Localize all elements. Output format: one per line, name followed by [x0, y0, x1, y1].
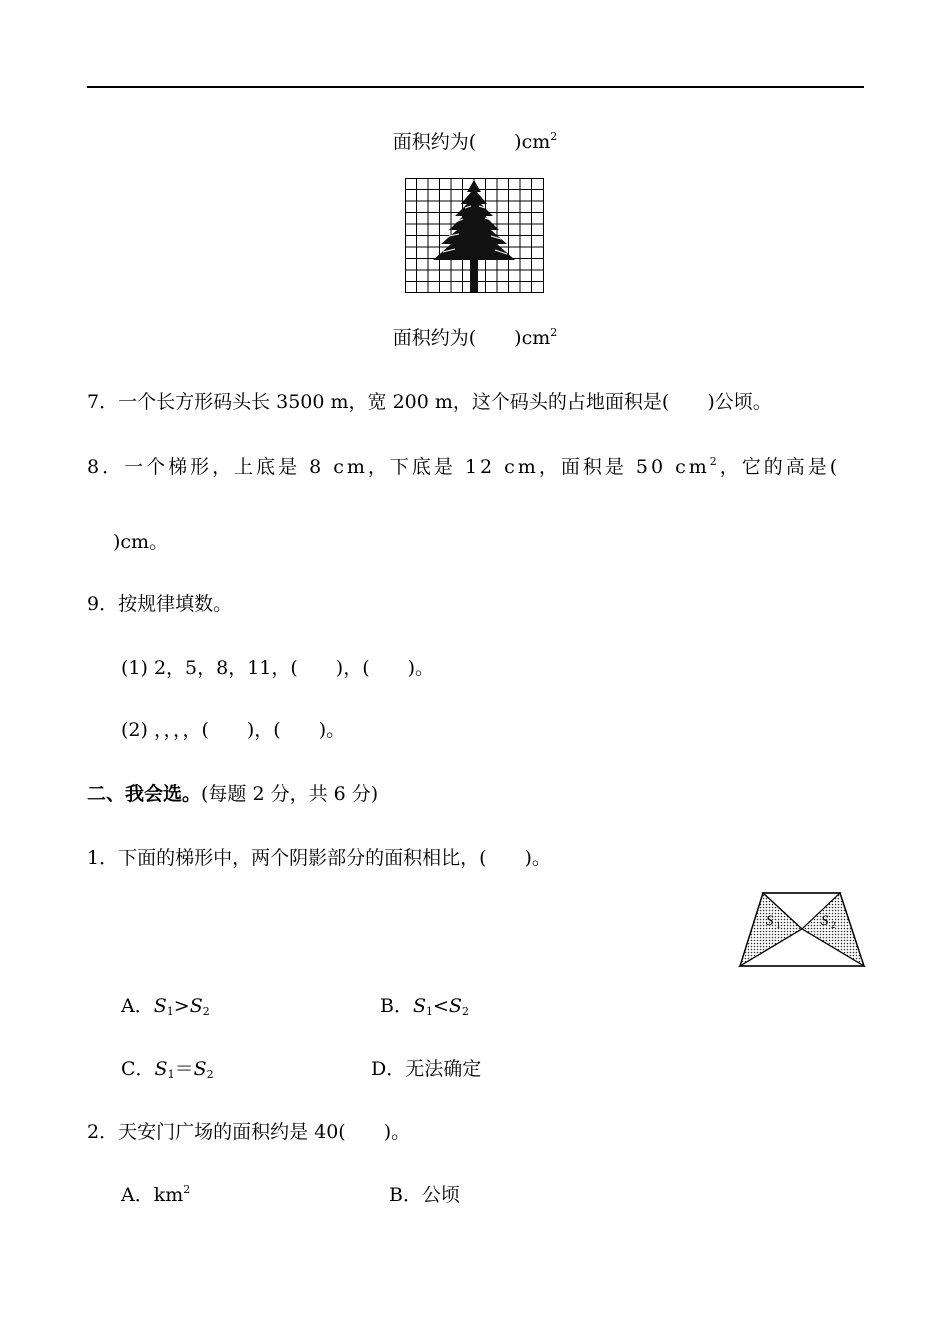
label-s2-sub: 2	[831, 920, 836, 930]
question-9-title: 9．按规律填数。	[87, 593, 233, 615]
question-9-part1: (1) 2，5，8，11，( )，( )。	[121, 657, 435, 679]
label-s1: S	[766, 913, 774, 929]
tree-on-grid-icon	[405, 178, 545, 294]
area-blank-a[interactable]	[476, 131, 514, 153]
area-blank-b[interactable]	[476, 327, 514, 349]
area-answer-line-b: 面积约为( )$cm^2$	[392, 326, 558, 349]
mc-question-1: 1．下面的梯形中，两个阴影部分的面积相比，( )。	[87, 847, 551, 869]
question-9-part2: (2) ，，，，( )，( )。	[121, 719, 346, 741]
section-2-heading: 二、我会选。(每题 2 分，共 6 分)	[87, 783, 379, 805]
top-rule	[87, 86, 864, 88]
question-8-line1: 8．一个梯形，上底是 8 cm，下底是 12 cm，面积是 50 $cm^2$，它的高是(	[87, 455, 841, 478]
option-2a[interactable]: A．$km^2$	[121, 1183, 191, 1206]
option-c[interactable]: C．$S_1=S_2$	[121, 1058, 214, 1081]
mc-question-2: 2．天安门广场的面积约是 40( )。	[87, 1121, 411, 1143]
area-answer-line-a: 面积约为( )$cm^2$	[392, 130, 558, 153]
label-s1-sub: 1	[776, 920, 781, 930]
label-s2: S	[821, 913, 829, 929]
option-d[interactable]: D．无法确定	[371, 1058, 482, 1080]
question-8-line2: )cm。	[113, 531, 169, 553]
trapezoid-figure	[738, 891, 866, 969]
question-7: 7．一个长方形码头长 3500 m，宽 200 m，这个码头的占地面积是( )公顷。	[87, 391, 772, 413]
option-2b[interactable]: B．公顷	[389, 1184, 460, 1206]
option-a[interactable]: A．$S_1>S_2$	[121, 995, 210, 1018]
option-b[interactable]: B．$S_1<S_2$	[380, 995, 469, 1018]
